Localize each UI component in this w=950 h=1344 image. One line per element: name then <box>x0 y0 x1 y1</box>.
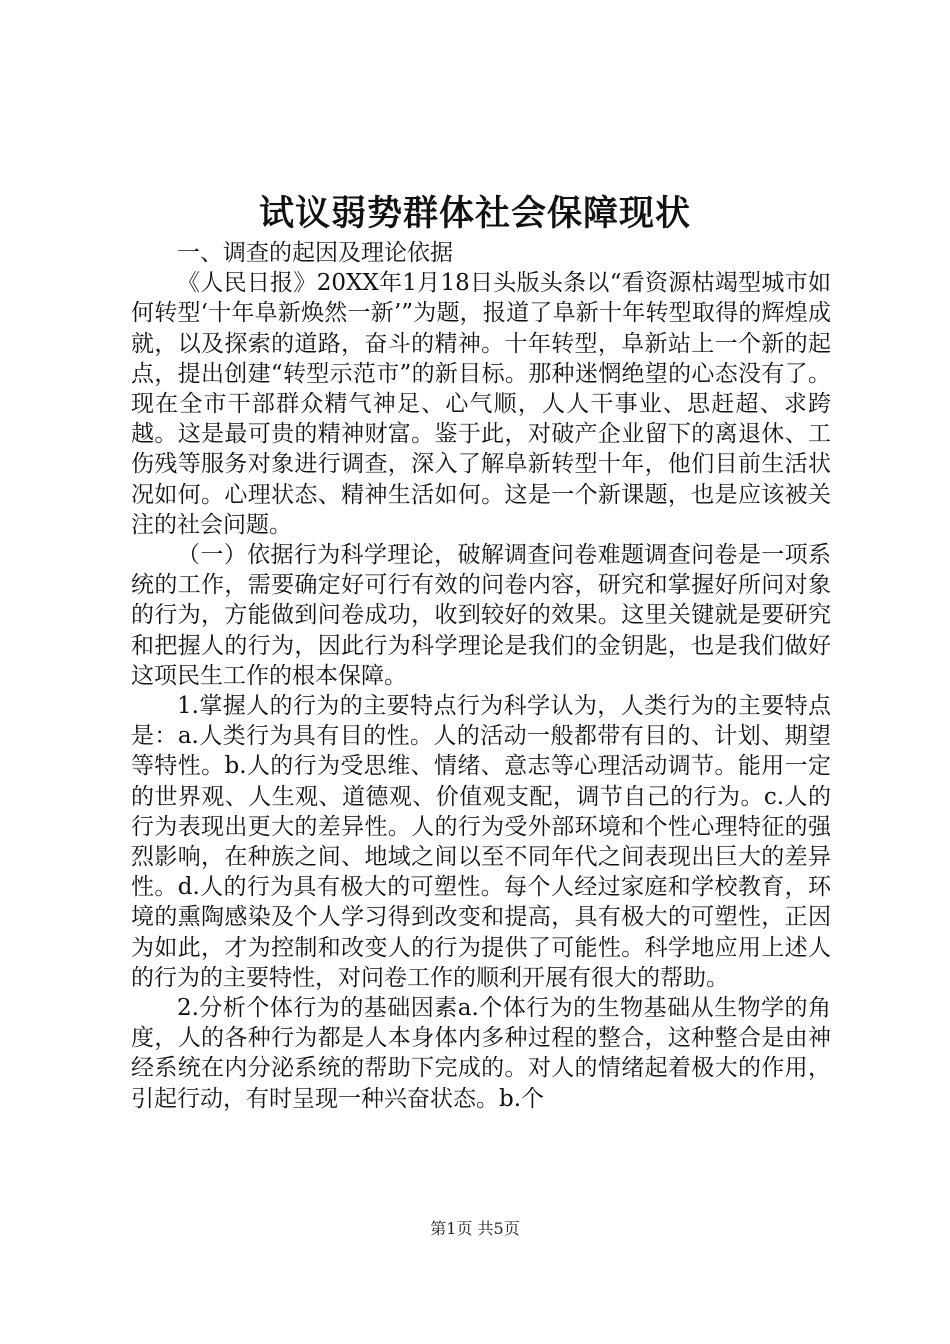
document-body <box>131 238 831 1114</box>
paragraph: （一）依据行为科学理论，破解调查问卷难题调查问卷是一项系统的工作，需要确定好可行有效的问卷内容，研究和掌握好所问对象的行为，方能做到问卷成功，收到较好的效果。这里关键就是要研究和把握人的行为，因此行为科学理论是我们的金钥匙，也是我们做好这项民生工作的根本保障。 <box>131 542 831 689</box>
section-heading: 一、调查的起因及理论依据 <box>177 240 453 266</box>
document-title: 试议弱势群体社会保障现状 <box>258 193 691 234</box>
paragraph: 1.掌握人的行为的主要特点行为科学认为，人类行为的主要特点是：a.人类行为具有目的性。人的活动一般都带有目的、计划、期望等特性。b.人的行为受思维、情绪、意志等心理活动调节。能用一定的世界观、人生观、道德观、价值观支配，调节自己的行为。c.人的行为表现出更大的差异性。人的行为受外部环境和个性心理特征的强烈影响，在种族之间、地域之间以至不同年代之间表现出巨大的差异性。d.人的行为具有极大的可塑性。每个人经过家庭和学校教育，环境的熏陶感染及个人学习得到改变和提高，具有极大的可塑性，正因为如此，才为控制和改变人的行为提供了可能性。科学地应用上述人的行为的主要特性，对问卷工作的顺利开展有很大的帮助。 <box>131 693 831 991</box>
page-footer: 第1页 共5页 <box>430 1219 520 1238</box>
paragraph: 2.分析个体行为的基础因素a.个体行为的生物基础从生物学的角度，人的各种行为都是人本身体内多种过程的整合，这种整合是由神经系统在内分泌系统的帮助下完成的。对人的情绪起着极大的作用，引起行动，有时呈现一种兴奋状态。b.个 <box>131 995 831 1112</box>
paragraph: 《人民日报》20XX年1月18日头版头条以“看资源枯竭型城市如何转型‘十年阜新焕然一新’”为题，报道了阜新十年转型取得的辉煌成就，以及探索的道路，奋斗的精神。十年转型，阜新站上一个新的起点，提出创建“转型示范市”的新目标。那种迷惘绝望的心态没有了。现在全市干部群众精气神足、心气顺，人人干事业、思赶超、求跨越。这是最可贵的精神财富。鉴于此，对破产企业留下的离退休、工伤残等服务对象进行调查，深入了解阜新转型十年，他们目前生活状况如何。心理状态、精神生活如何。这是一个新课题，也是应该被关注的社会问题。 <box>131 270 831 538</box>
